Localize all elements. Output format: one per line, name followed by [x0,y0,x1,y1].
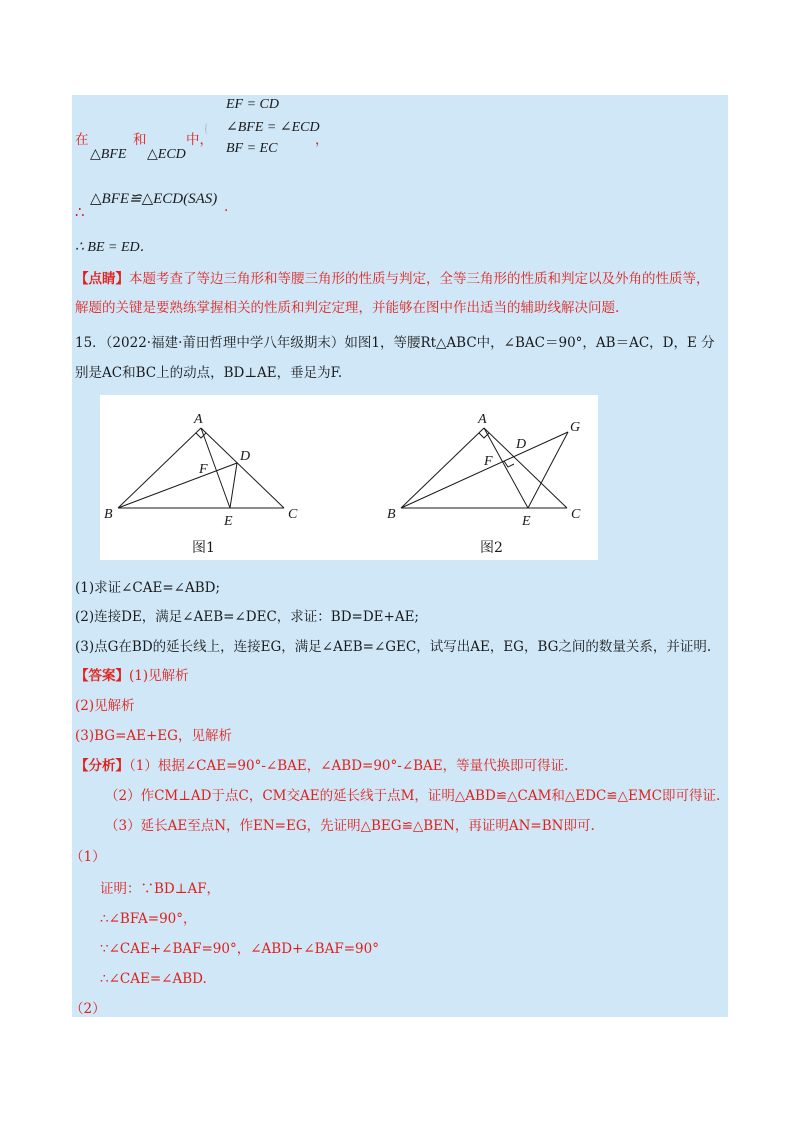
fig2-segment-eg [528,432,568,508]
fig1-segment-bd [118,463,237,508]
answer-3: (3)BG=AE+EG，见解析 [75,728,232,744]
fig1-segment-ac [201,428,284,508]
solution-step-2: ∴∠BFA=90°， [100,911,197,927]
fig2-label-b: B [387,507,396,522]
system-brace [205,96,225,162]
comment-text-1: 本题考查了等边三角形和等腰三角形的性质与判定，全等三角形的性质和判定以及外角的性质等， [129,271,710,287]
solution-label-2: （2） [70,1001,106,1017]
question-2: (2)连接DE，满足∠AEB=∠DEC，求证：BD=DE+AE; [75,609,419,625]
question-1: (1)求证∠CAE=∠ABD; [75,580,221,596]
analysis-p2: （2）作CM⊥AD于点C，CM交AE的延长线于点M，证明△ABD≌△CAM和△EDC≌△EMC即可得证. [105,788,721,804]
problem-line-1: 15．（2022·福建·莆田哲理中学八年级期末）如图1，等腰Rt△ABC中，∠BAC＝90°，AB＝AC，D，E 分 [75,335,715,351]
solution-label-1: （1） [70,849,106,865]
tri-bfe-label: △BFE [90,147,127,162]
fig1-label-b: B [104,507,113,522]
fig2-label-g: G [570,420,581,435]
equation-2: ∠BFE = ∠ECD [226,120,320,135]
solution-step-3: ∵∠CAE+∠BAF=90°，∠ABD+∠BAF=90° [100,941,379,957]
equation-1: EF = CD [226,97,279,112]
equation-3: BF = EC [226,141,278,156]
text-zhong: 中， [186,132,213,148]
question-3: (3)点G在BD的延长线上，连接EG，满足∠AEB=∠GEC，试写出AE，EG，BG之间的数量关系，并证明. [75,639,712,655]
fig1-label-e: E [224,514,233,529]
answer-2: (2)见解析 [75,698,135,714]
text-zai: 在 [75,132,89,148]
text-period: . [224,199,229,215]
text-he: 和 [133,132,147,148]
analysis-line-1 [75,757,568,775]
fig1-label-c: C [288,507,298,522]
problem-line-2: 别是AC和BC上的动点，BD⊥AE，垂足为F. [75,365,343,381]
fig2-label-d: D [516,437,527,452]
analysis-p1: （1）根据∠CAE=90°-∠BAE，∠ABD=90°-∠BAE，等量代换即可得证. [129,758,569,774]
text-comma: ， [315,132,329,148]
conclusion-be-ed: ∴ BE = ED． [75,240,154,255]
congruence-statement: △BFE≌△ECD(SAS) [90,191,218,207]
answer-line-1 [75,667,189,685]
comment-line-1 [75,270,710,288]
fig2-segment-bg [401,432,568,508]
therefore-symbol: ∴ [75,203,85,221]
fig2-label-f: F [484,454,493,469]
fig1-segment-ab [118,428,201,508]
fig2-label-c: C [571,507,581,522]
comment-tag: 【点睛】 [75,271,129,287]
tri-ecd-label: △ECD [147,147,186,162]
fig2-label-a: A [478,412,487,427]
fig1-label-a: A [194,412,203,427]
fig2-segment-ab [401,428,484,508]
fig1-label-d: D [240,449,251,464]
geometry-figure [100,395,598,560]
answer-1: (1)见解析 [129,668,189,684]
analysis-p3: （3）延长AE至点N，作EN=EG，先证明△BEG≌△BEN，再证明AN=BN即可. [105,818,595,834]
solution-step-4: ∴∠CAE=∠ABD. [100,971,207,987]
fig2-label-e: E [522,514,531,529]
answer-tag: 【答案】 [75,668,129,684]
comment-line-2: 解题的关键是要熟练掌握相关的性质和判定定理，并能够在图中作出适当的辅助线解决问题. [75,300,620,316]
solution-step-1: 证明：∵BD⊥AF， [100,881,221,897]
fig1-caption: 图1 [192,540,215,556]
fig2-caption: 图2 [480,540,503,556]
analysis-tag: 【分析】 [75,758,129,774]
fig1-label-f: F [199,462,208,477]
fig1-segment-de [230,463,237,508]
